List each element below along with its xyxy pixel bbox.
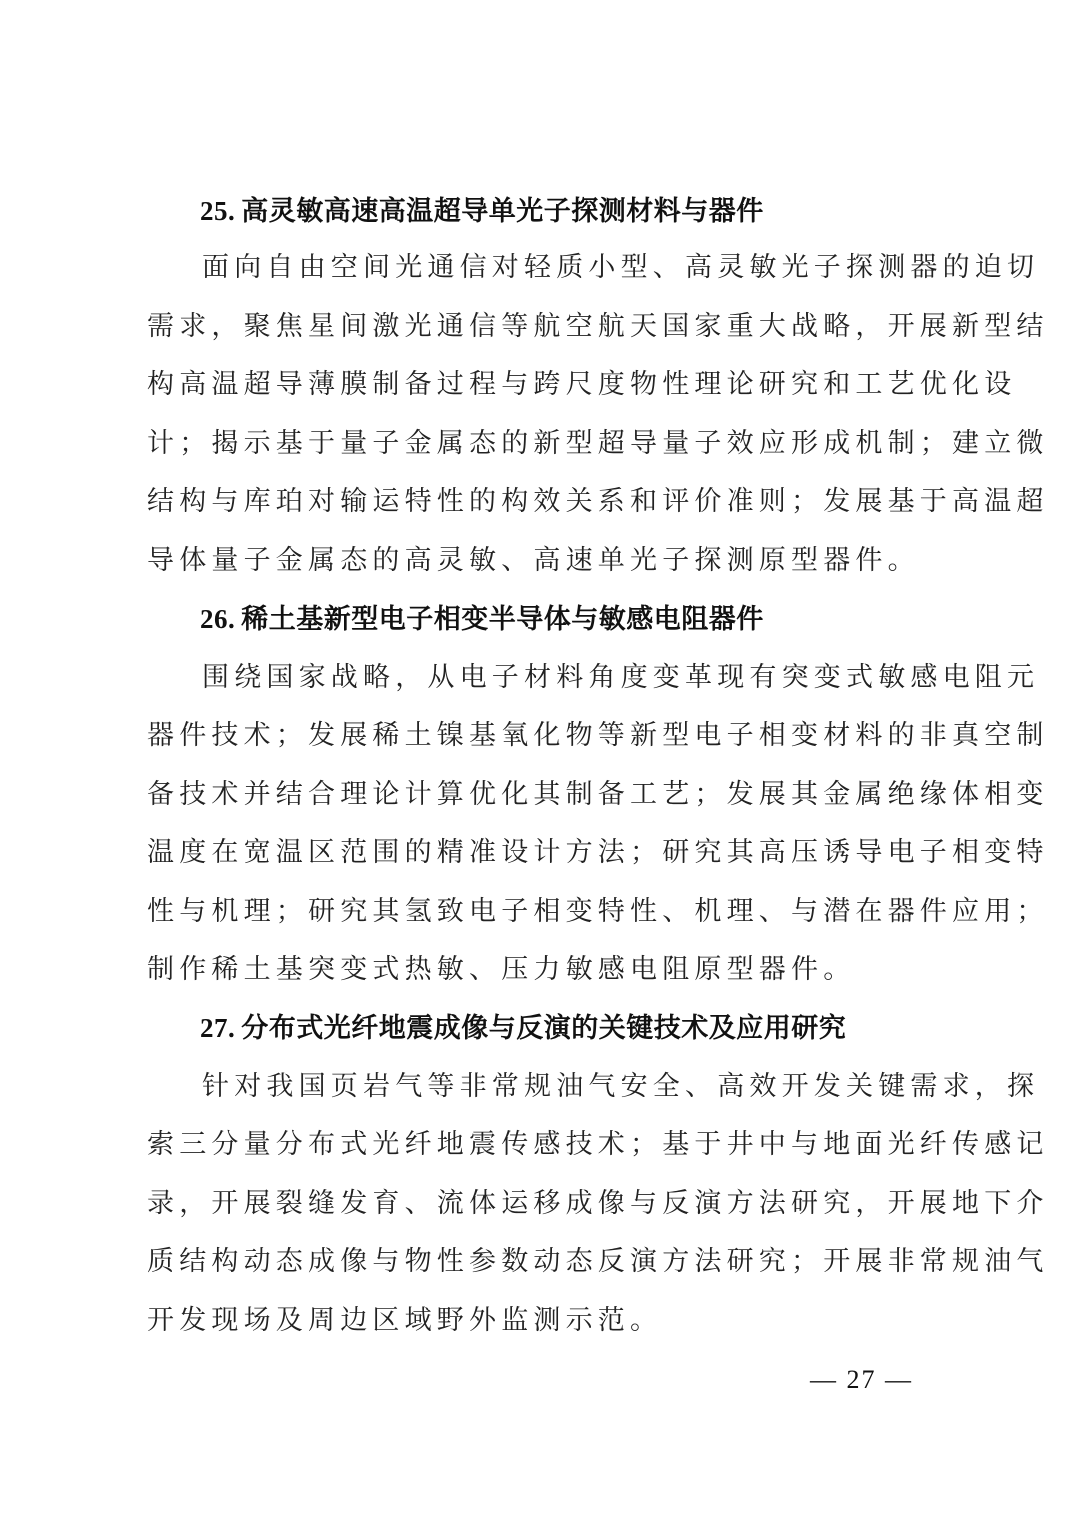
paragraph-line: 需求，聚焦星间激光通信等航空航天国家重大战略，开展新型结 <box>147 311 1049 342</box>
section-title: 分布式光纤地震成像与反演的关键技术及应用研究 <box>241 1013 847 1044</box>
paragraph-line: 录，开展裂缝发育、流体运移成像与反演方法研究，开展地下介 <box>147 1188 1049 1219</box>
section-title: 稀土基新型电子相变半导体与敏感电阻器件 <box>241 604 764 635</box>
paragraph-line: 温度在宽温区范围的精准设计方法；研究其高压诱导电子相变特 <box>147 837 1049 868</box>
paragraph-line: 计；揭示基于量子金属态的新型超导量子效应形成机制；建立微 <box>147 428 1049 459</box>
paragraph-line: 导体量子金属态的高灵敏、高速单光子探测原型器件。 <box>147 545 920 576</box>
page-number: — 27 — <box>810 1365 913 1394</box>
section-heading-26 <box>200 601 764 638</box>
section-number: 26. <box>200 604 236 634</box>
section-title: 高灵敏高速高温超导单光子探测材料与器件 <box>241 196 764 227</box>
paragraph-line: 备技术并结合理论计算优化其制备工艺；发展其金属绝缘体相变 <box>147 779 1049 810</box>
section-number: 25. <box>200 196 236 226</box>
paragraph-line: 质结构动态成像与物性参数动态反演方法研究；开展非常规油气 <box>147 1246 1049 1277</box>
paragraph-line: 构高温超导薄膜制备过程与跨尺度物性理论研究和工艺优化设 <box>147 369 1017 400</box>
section-heading-25 <box>200 193 764 230</box>
section-heading-27 <box>200 1010 846 1047</box>
paragraph-line: 面向自由空间光通信对轻质小型、高灵敏光子探测器的迫切 <box>202 252 1040 283</box>
paragraph-line: 制作稀土基突变式热敏、压力敏感电阻原型器件。 <box>147 954 856 985</box>
paragraph-line: 围绕国家战略，从电子材料角度变革现有突变式敏感电阻元 <box>202 662 1040 693</box>
paragraph-line: 针对我国页岩气等非常规油气安全、高效开发关键需求，探 <box>202 1071 1040 1102</box>
section-number: 27. <box>200 1013 236 1043</box>
paragraph-line: 开发现场及周边区域野外监测示范。 <box>147 1305 663 1336</box>
paragraph-line: 性与机理；研究其氢致电子相变特性、机理、与潜在器件应用； <box>147 896 1049 927</box>
paragraph-line: 结构与库珀对输运特性的构效关系和评价准则；发展基于高温超 <box>147 486 1049 517</box>
paragraph-line: 索三分量分布式光纤地震传感技术；基于井中与地面光纤传感记 <box>147 1129 1049 1160</box>
paragraph-line: 器件技术；发展稀土镍基氧化物等新型电子相变材料的非真空制 <box>147 720 1049 751</box>
